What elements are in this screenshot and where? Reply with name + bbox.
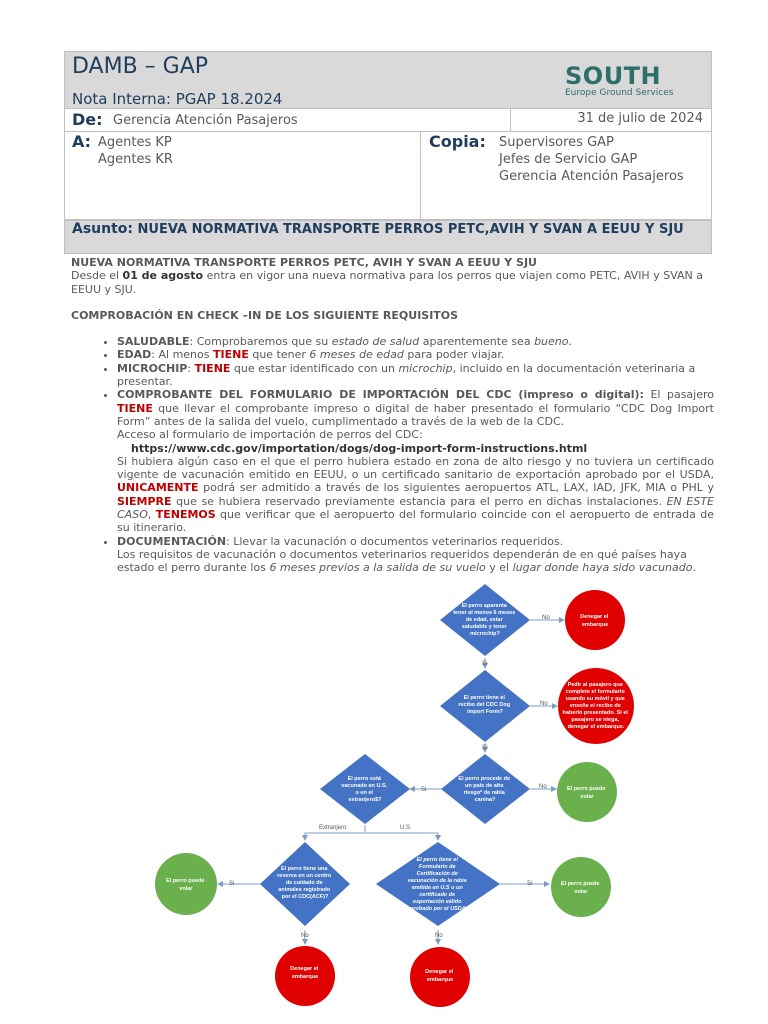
decision-text: El perro tiene el Formulario de Certificación de vacunación de la rabia emitida en U.S o un certificado de exportación válido aprobado por el USDA? (406, 857, 470, 912)
intro-paragraph: Desde el 01 de agosto entra en vigor una nueva normativa para los perros que viajen como PETC, AVIH y SVAN a EEUU y SJU. (71, 269, 704, 296)
label-no: No (301, 933, 309, 939)
document-title: DAMB – GAP (72, 54, 209, 79)
list-item: • MICROCHIP: TIENE que estar identificado con un microchip, incluido en la documentación veterinaria a presentar. (117, 362, 714, 389)
svg-text:Denegar el embarque: Denegar el embarque (425, 969, 454, 983)
decision-text: El perro procede de un país de alto riesgo* de rabia canina? (458, 776, 511, 803)
recipients-row (64, 132, 712, 220)
label-no: No (540, 701, 548, 707)
outcome-deny-2 (275, 946, 335, 1006)
decision-text: El perro tiene el recibo del CDC Dog Import Form? (458, 695, 511, 715)
label-si: Si (229, 881, 235, 887)
list-item: • SALUDABLE: Comprobaremos que su estado de salud aparentemente sea bueno. (117, 335, 714, 348)
date-cell (510, 109, 713, 131)
from-row (64, 109, 712, 132)
from-value: Gerencia Atención Pasajeros (113, 113, 298, 128)
label-no: No (542, 615, 550, 621)
outcome-request-form (558, 668, 634, 744)
to-recipient: Agentes KP (98, 135, 172, 150)
logo-word: SOUTH (565, 62, 662, 90)
copy-recipient: Supervisores GAP (499, 135, 614, 150)
svg-text:El perro puede volar: El perro puede volar (566, 786, 606, 800)
svg-text:Denegar el embarque: Denegar el embarque (580, 614, 609, 628)
requirements-list (71, 335, 714, 574)
decision-q5 (260, 842, 350, 926)
flowchart (0, 580, 768, 1024)
subject-text: NUEVA NORMATIVA TRANSPORTE PERROS PETC,AVIH Y SVAN A EEUU Y SJU (137, 222, 684, 237)
copy-recipient: Gerencia Atención Pasajeros (499, 169, 684, 184)
decision-text: El perro está vacunado en U.S. o en el extranjero$? (341, 776, 388, 803)
label-si: Sí (482, 745, 488, 751)
label-si: Si (421, 787, 427, 793)
decision-q3 (441, 754, 530, 824)
decision-q1 (440, 584, 530, 656)
label-extranjero: Extranjero (319, 825, 347, 831)
label-si: Sí (527, 881, 533, 887)
outcome-fly-3 (551, 857, 611, 917)
south-logo (565, 62, 685, 102)
label-no: No (539, 784, 547, 790)
note-number: Nota Interna: PGAP 18.2024 (72, 90, 283, 108)
from-label: De: (72, 110, 103, 129)
cdc-link[interactable]: https://www.cdc.gov/importation/dogs/dog-import-form-instructions.html (131, 441, 588, 455)
copy-cell (420, 132, 713, 219)
header-banner (64, 51, 712, 109)
copy-recipient: Jefes de Servicio GAP (499, 152, 638, 167)
list-item: • EDAD: Al menos TIENE que tener 6 meses de edad para poder viajar. (117, 348, 714, 361)
decision-q4 (320, 754, 410, 824)
subject (72, 222, 707, 237)
label-us: U.S. (400, 825, 412, 831)
decision-text: El perro tiene una reserva en un centro de cuidado de animales registrado por el CDC(ACF)? (277, 866, 332, 900)
memo-body (71, 256, 714, 575)
svg-text:El perro puede volar: El perro puede volar (165, 878, 205, 892)
list-item: • DOCUMENTACIÓN: Llevar la vacunación o documentos veterinarios requeridos. Los requisitos de vacunación o documentos veterinarios requeridos dependerán de en qué países haya estado el perro durante los 6 meses previos a la salida de su vuelo y el lugar donde haya sido vacunado. (117, 535, 714, 575)
outcome-fly-2 (155, 853, 217, 915)
logo-subtitle: Europe Ground Services (565, 88, 674, 98)
svg-text:Denegar el embarque: Denegar el embarque (290, 966, 319, 980)
label-no: No (435, 933, 443, 939)
check-heading: COMPROBACIÓN EN CHECK –IN DE LOS SIGUIENTE REQUISITOS (71, 308, 459, 322)
to-label: A: (72, 132, 92, 151)
subject-label: Asunto: (72, 221, 134, 237)
to-recipient: Agentes KR (98, 152, 173, 167)
outcome-deny-1 (565, 590, 625, 650)
body-heading: NUEVA NORMATIVA TRANSPORTE PERROS PETC, AVIH Y SVAN A EEUU Y SJU (71, 256, 537, 269)
decision-q6 (376, 842, 500, 926)
list-item: • COMPROBANTE DEL FORMULARIO DE IMPORTACIÓN DEL CDC (impreso o digital): El pasajero TIENE que llevar el comprobante impreso o digital de haber presentado el formulario “CDC Dog Import Form” antes de la salida del vuelo, cumplimentado a través de la web de la CDC. Acceso al formulario de importación de perros del CDC: https://www.cdc.gov/importation/dogs/dog-import-form-instructions.html Si hubiera algún caso en el que el perro hubiera estado en zona de alto riesgo y no tuviera un certificado vigente de vacunación emitido en EEUU, o un certificado sanitario de exportación aprobado por el USDA, UNICAMENTE podrá ser admitido a través de los siguientes aeropuertos ATL, LAX, IAD, JFK, MIA o PHL y SIEMPRE que se hubiera reservado previamente estancia para el perro en dichas instalaciones. EN ESTE CASO, TENEMOS que verificar que el aeropuerto del formulario coincide con el aeropuerto de entrada de su itinerario. (117, 388, 714, 534)
decision-q2 (440, 670, 530, 742)
decision-text: El perro aparenta tener al menos 6 meses de edad, estar saludable y tener microchip? (453, 603, 516, 637)
svg-text:El perro puede volar: El perro puede volar (560, 881, 600, 895)
copy-label: Copia: (429, 132, 486, 151)
subject-row (64, 220, 712, 254)
document-date: 31 de julio de 2024 (577, 111, 703, 126)
outcome-fly-1 (557, 762, 617, 822)
svg-text:Pedir al pasajero que co: Pedir al pasajero que complete el formulario usando su móvil y que enseñe el recibo de haberlo presentado. Si el pasajero se niega, denegar el embarque. (562, 682, 628, 730)
outcome-deny-3 (410, 947, 470, 1007)
label-si: Si (482, 661, 488, 667)
